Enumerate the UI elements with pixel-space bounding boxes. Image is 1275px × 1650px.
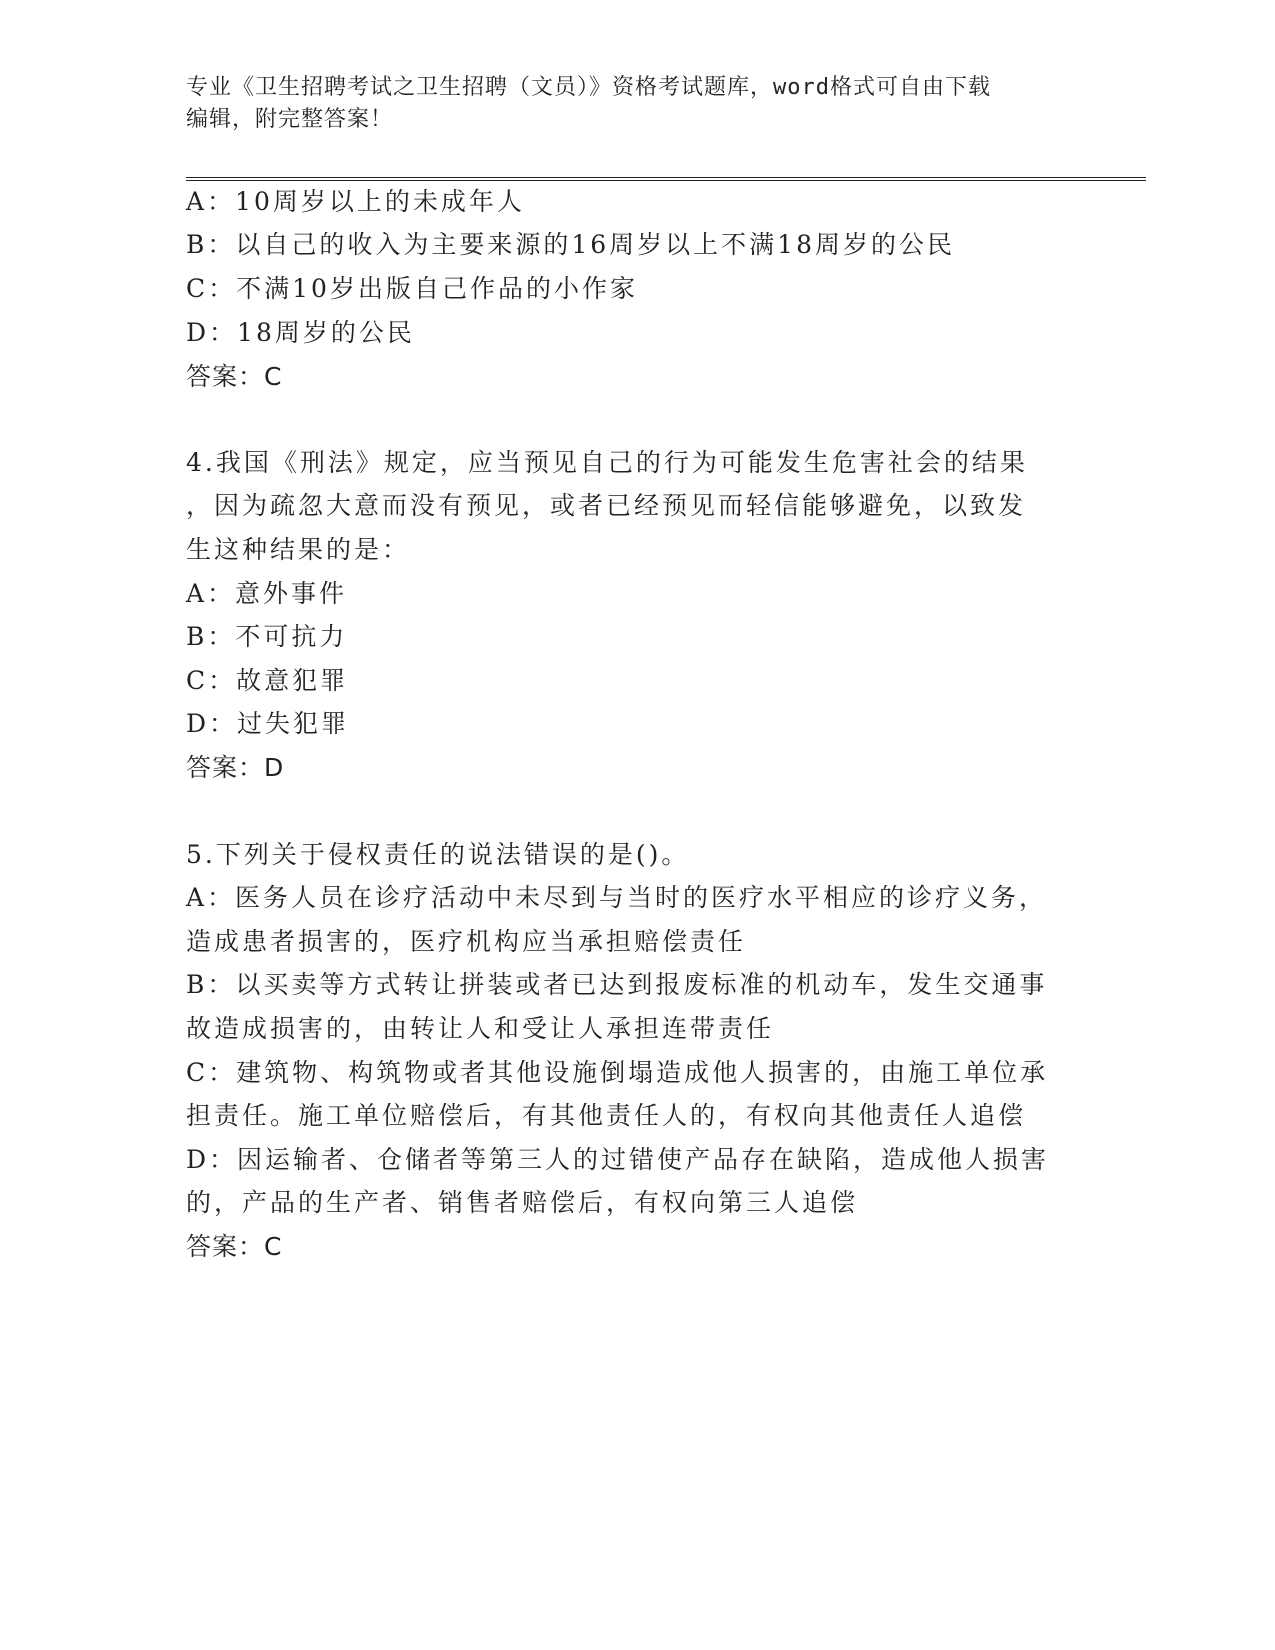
q5-answer: 答案：C [186, 1232, 283, 1261]
q5-option-line-5: C：建筑物、构筑物或者其他设施倒塌造成他人损害的，由施工单位承 [186, 1058, 1049, 1087]
q5-option-line-1: A：医务人员在诊疗活动中未尽到与当时的医疗水平相应的诊疗义务， [186, 883, 1048, 912]
q5-option-line-2: 造成患者损害的，医疗机构应当承担赔偿责任 [186, 927, 747, 956]
q5-option-line-7: D：因运输者、仓储者等第三人的过错使产品存在缺陷，造成他人损害 [186, 1145, 1050, 1174]
q4-option-d: D：过失犯罪 [186, 709, 350, 738]
q4-option-b: B：不可抗力 [186, 622, 348, 651]
q3-answer: 答案：C [186, 362, 283, 391]
q3-option-c: C：不满10岁出版自己作品的小作家 [186, 274, 638, 303]
q3-option-a: A：10周岁以上的未成年人 [186, 187, 525, 216]
q4-option-c: C：故意犯罪 [186, 666, 349, 695]
q5-option-line-8: 的，产品的生产者、销售者赔偿后，有权向第三人追偿 [186, 1188, 859, 1217]
q4-option-a: A：意外事件 [186, 579, 348, 608]
header-line-1: 专业《卫生招聘考试之卫生招聘（文员）》资格考试题库，word格式可自由下载 [186, 75, 991, 100]
header-line-2: 编辑，附完整答案！ [186, 107, 394, 132]
q3-option-d: D：18周岁的公民 [186, 318, 415, 347]
q5-option-line-4: 故造成损害的，由转让人和受让人承担连带责任 [186, 1014, 775, 1043]
q5-option-line-6: 担责任。施工单位赔偿后，有其他责任人的，有权向其他责任人追偿 [186, 1101, 1027, 1130]
q4-stem-line-2: ，因为疏忽大意而没有预见，或者已经预见而轻信能够避免，以致发 [186, 491, 1027, 520]
header-divider [186, 177, 1146, 181]
document-header [186, 72, 1046, 136]
q4-stem-line-1: 4.我国《刑法》规定，应当预见自己的行为可能发生危害社会的结果 [186, 448, 1028, 477]
q5-option-line-3: B：以买卖等方式转让拼装或者已达到报废标准的机动车，发生交通事 [186, 970, 1048, 999]
q3-option-b: B：以自己的收入为主要来源的16周岁以上不满18周岁的公民 [186, 230, 955, 259]
q4-stem-line-3: 生这种结果的是： [186, 535, 411, 564]
q4-answer: 答案：D [186, 753, 285, 782]
q5-stem: 5.下列关于侵权责任的说法错误的是()。 [186, 840, 690, 869]
